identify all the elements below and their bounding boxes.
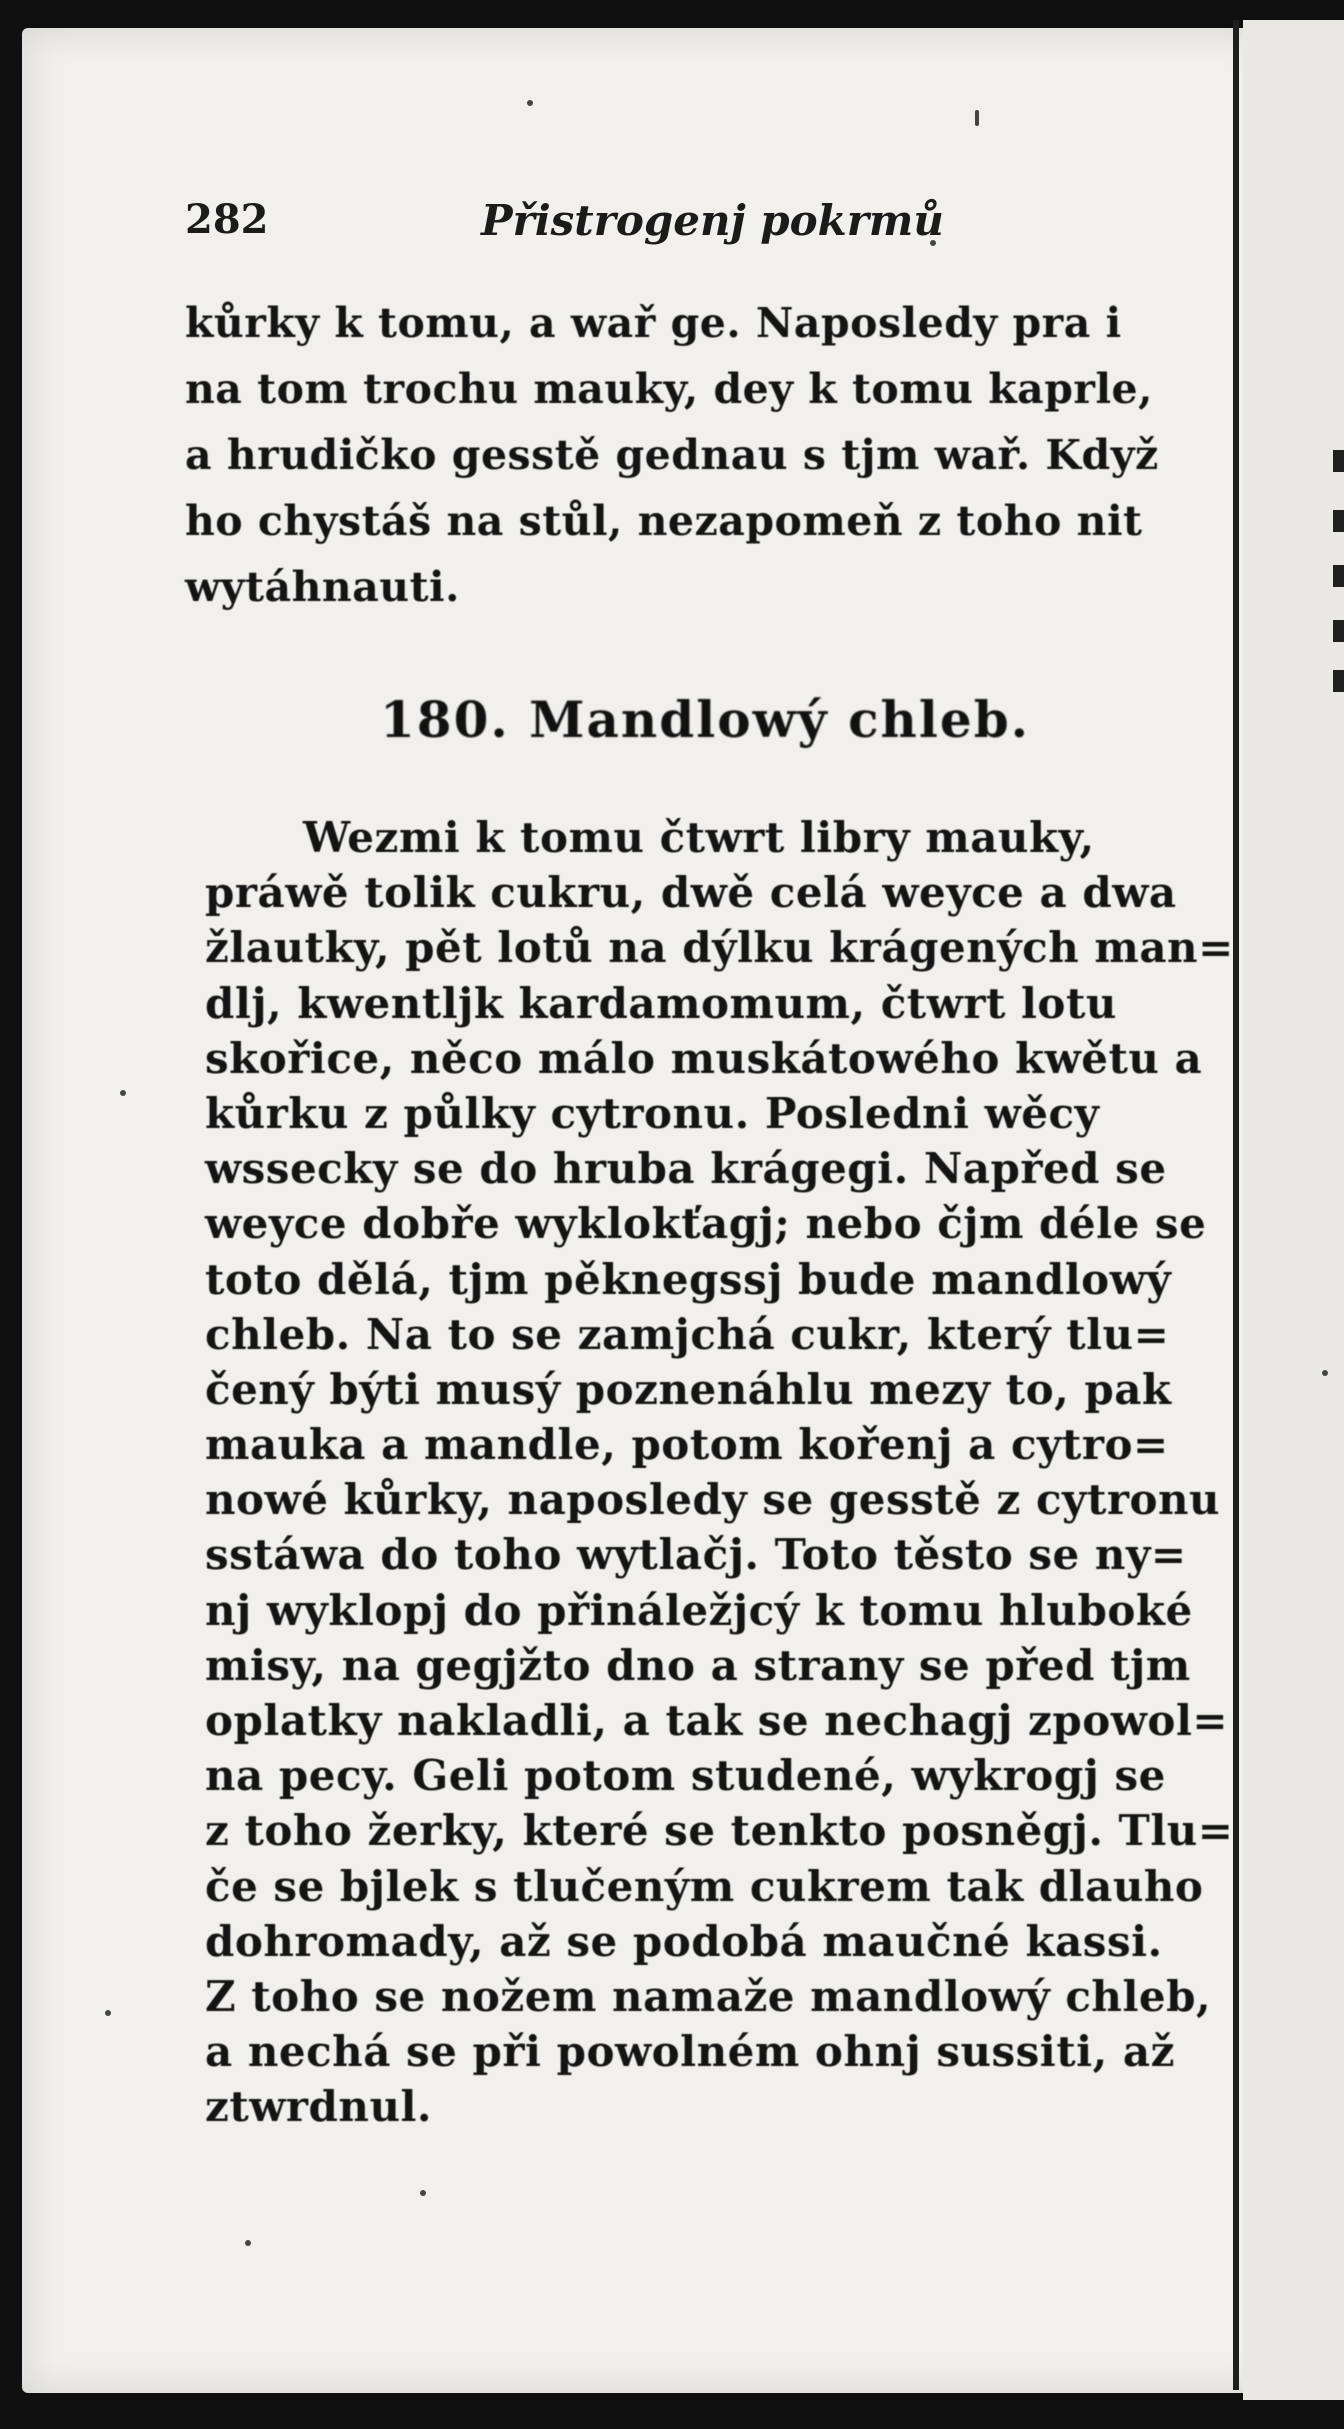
text-line: dohromady, až se podobá maučné kassi. <box>205 1916 1163 1966</box>
text-line: nj wyklopj do přináležjcý k tomu hluboké <box>205 1585 1193 1635</box>
text-line: če se bjlek s tlučeným cukrem tak dlauho <box>205 1861 1204 1911</box>
running-title: Přistrogenj pokrmů <box>481 196 944 245</box>
text-line: a hrudičko gesstě gednau s tjm wař. Když <box>185 431 1159 479</box>
page-number: 282 <box>185 196 269 243</box>
adjacent-text-fragment <box>1333 450 1344 472</box>
text-line: z toho žerky, které se tenkto posněgj. Tlu= <box>205 1806 1234 1856</box>
text-line: čený býti musý poznenáhlu mezy to, pak <box>205 1364 1172 1414</box>
text-line: na tom trochu mauky, dey k tomu kaprle, <box>185 365 1153 413</box>
text-line: práwě tolik cukru, dwě celá weyce a dwa <box>205 868 1177 918</box>
text-line: weyce dobře wyklokťagj; nebo čjm déle se <box>205 1199 1207 1249</box>
text-line: kůrku z půlky cytronu. Posledni wěcy <box>205 1088 1100 1138</box>
adjacent-text-fragment <box>1333 565 1344 587</box>
page-header <box>185 196 1225 256</box>
recipe-heading: 180. Mandlowý chleb. <box>380 690 1031 749</box>
text-line: ho chystáš na stůl, nezapomeň z toho nit <box>185 497 1143 545</box>
adjacent-text-fragment <box>1333 670 1344 692</box>
text-line: kůrky k tomu, a wař ge. Naposledy pra i <box>185 299 1122 347</box>
print-speck <box>527 100 533 106</box>
text-line: skořice, něco málo muskátowého kwětu a <box>205 1033 1203 1083</box>
print-speck <box>420 2190 426 2196</box>
adjacent-page-edge <box>1243 20 1344 2400</box>
adjacent-text-fragment <box>1333 510 1344 532</box>
print-speck <box>245 2240 251 2246</box>
intro-paragraph <box>185 290 1225 620</box>
text-line: wssecky se do hruba krágegi. Napřed se <box>205 1144 1167 1194</box>
text-line: wytáhnauti. <box>185 563 460 611</box>
text-line: sstáwa do toho wytlačj. Toto těsto se ny= <box>205 1530 1187 1580</box>
print-speck <box>105 2010 111 2016</box>
print-speck <box>975 110 979 126</box>
text-line: Wezmi k tomu čtwrt libry mauky, <box>303 813 1095 862</box>
adjacent-text-fragment <box>1333 620 1344 642</box>
recipe-paragraph <box>205 810 1235 2135</box>
text-line: dlj, kwentljk kardamomum, čtwrt lotu <box>205 978 1117 1028</box>
text-line: oplatky nakladli, a tak se nechagj zpowol= <box>205 1696 1229 1745</box>
text-line: ztwrdnul. <box>205 2082 433 2132</box>
text-line: chleb. Na to se zamjchá cukr, který tlu= <box>205 1309 1170 1359</box>
text-line: misy, na gegjžto dno a strany se před tjm <box>205 1640 1191 1690</box>
print-speck <box>1322 1370 1328 1376</box>
text-line: nowé kůrky, naposledy se gesstě z cytronu <box>205 1475 1221 1525</box>
text-line: toto dělá, tjm pěknegssj bude mandlowý <box>205 1254 1172 1304</box>
text-line: žlautky, pět lotů na dýlku krágených man= <box>205 923 1234 973</box>
print-speck <box>120 1090 126 1096</box>
text-line: mauka a mandle, potom kořenj a cytro= <box>205 1420 1169 1470</box>
text-line: Z toho se nožem namaže mandlowý chleb, <box>205 1971 1212 2021</box>
text-line: a nechá se při powolném ohnj sussiti, až <box>205 2027 1175 2077</box>
text-line: na pecy. Geli potom studené, wykrogj se <box>205 1751 1166 1801</box>
